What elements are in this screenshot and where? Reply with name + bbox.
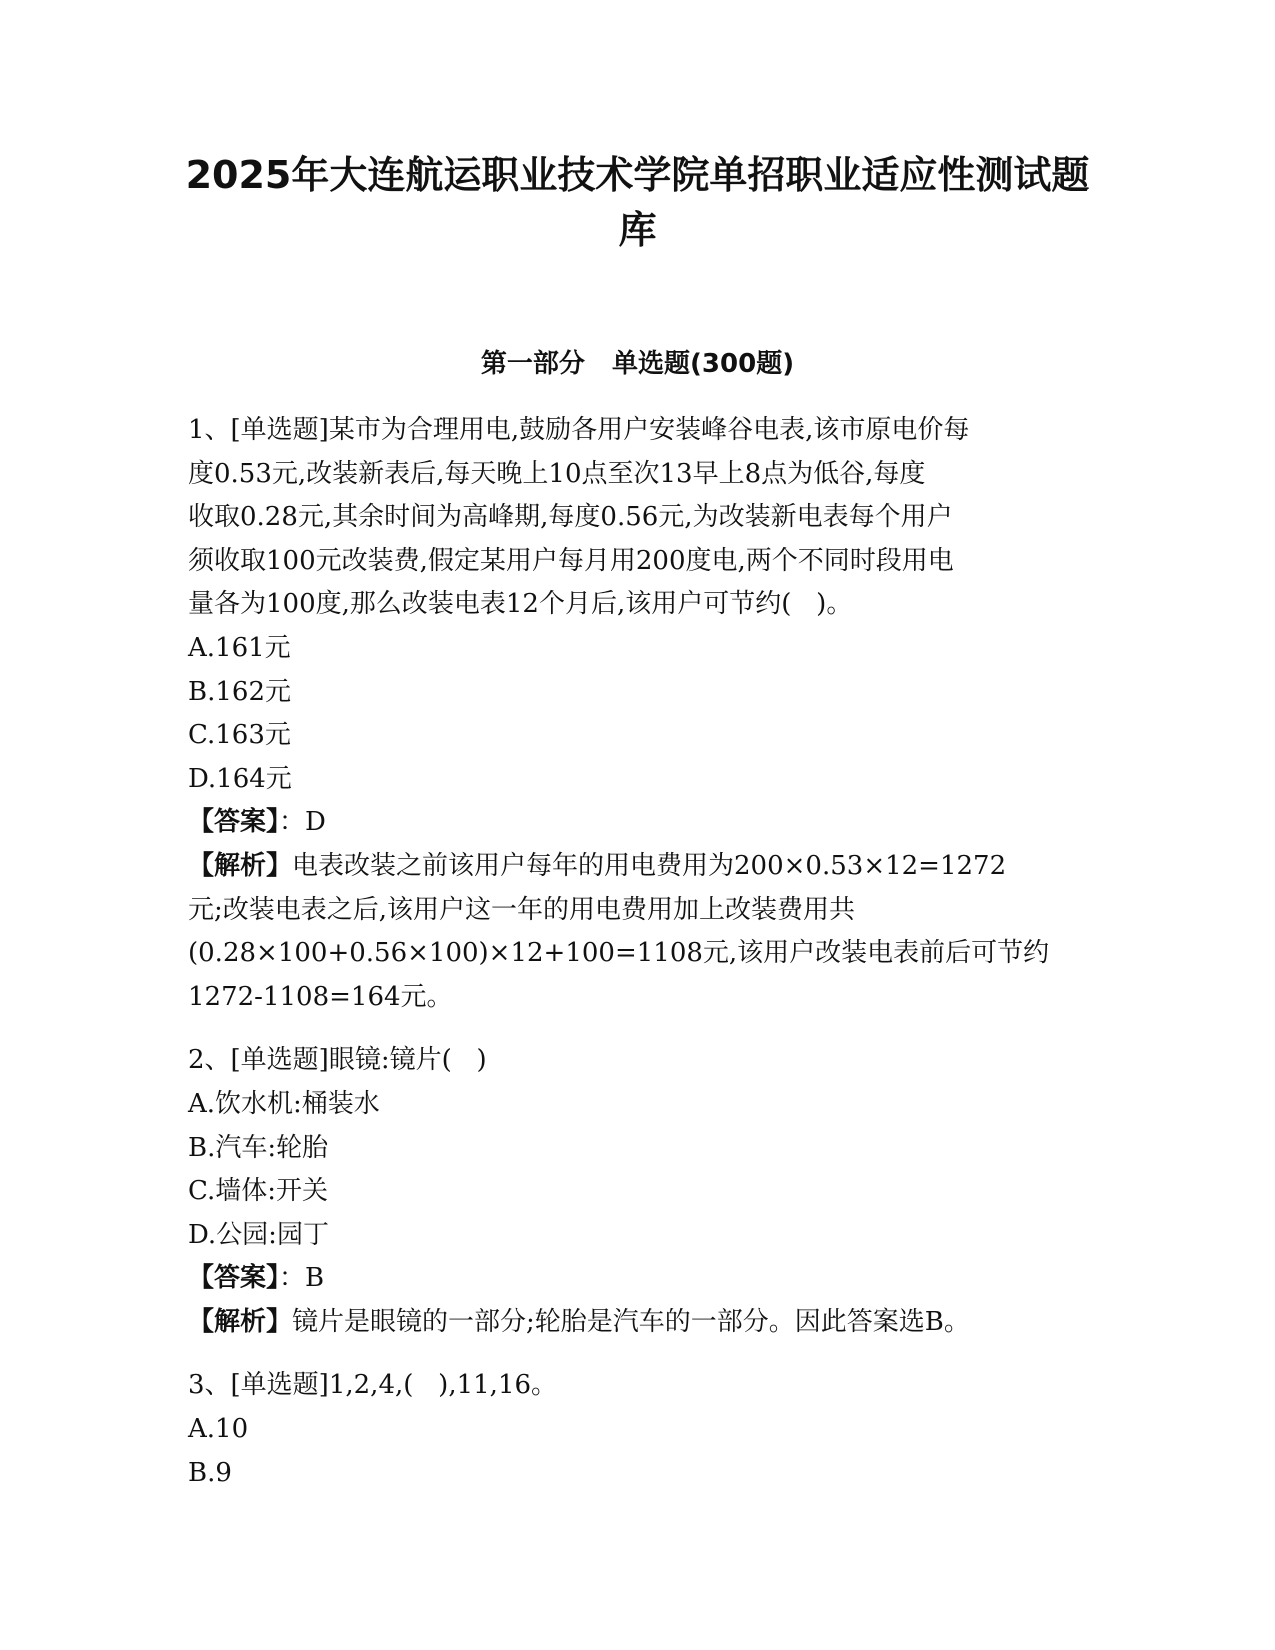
- question-1-stem-line-3: 收取0.28元,其余时间为高峰期,每度0.56元,为改装新电表每个用户: [188, 502, 953, 533]
- question-1-option-a: A.161元: [188, 632, 291, 663]
- question-1: [188, 409, 1088, 1019]
- question-1-stem-line-1: 1、[单选题]某市为合理用电,鼓励各用户安装峰谷电表,该市原电价每: [188, 415, 970, 445]
- question-1-option-b: B.162元: [188, 676, 291, 707]
- question-2-analysis: [188, 1301, 1088, 1345]
- analysis-text: 电表改装之前该用户每年的用电费用为200×0.53×12=1272: [292, 850, 1007, 881]
- question-1-stem-line-5: 量各为100度,那么改装电表12个月后,该用户可节约( )。: [188, 589, 853, 620]
- question-1-option-c: C.163元: [188, 720, 291, 751]
- document-title: [160, 148, 1115, 258]
- question-2-answer: [188, 1257, 1088, 1301]
- question-2: [188, 1039, 1088, 1344]
- question-1-stem-line-4: 须收取100元改装费,假定某用户每月用200度电,两个不同时段用电: [188, 545, 954, 576]
- question-1-answer: [188, 801, 1088, 845]
- analysis-label: 【解析】: [188, 1306, 293, 1337]
- question-1-analysis-line-2: 元;改装电表之后,该用户这一年的用电费用加上改装费用共: [188, 894, 856, 925]
- answer-label: 【答案】: [188, 1263, 280, 1294]
- title-line-1: 2025年大连航运职业技术学院单招职业适应性测试题: [185, 153, 1090, 197]
- question-1-analysis-line-3: (0.28×100+0.56×100)×12+100=1108元,该用户改装电表前后可节约: [188, 938, 1050, 969]
- question-3-option-a: A.10: [188, 1414, 249, 1445]
- question-2-option-a: A.饮水机:桶装水: [188, 1088, 380, 1119]
- question-3-stem: 3、[单选题]1,2,4,( ),11,16。: [188, 1370, 558, 1401]
- question-3-option-b: B.9: [188, 1457, 232, 1488]
- title-line-2: 库: [618, 208, 657, 252]
- question-1-stem-line-2: 度0.53元,改装新表后,每天晚上10点至次13早上8点为低谷,每度: [188, 458, 926, 489]
- question-1-analysis-line-1: [188, 845, 1088, 889]
- analysis-label: 【解析】: [188, 850, 293, 881]
- question-3: [188, 1364, 1088, 1495]
- question-2-stem: 2、[单选题]眼镜:镜片( ): [188, 1045, 487, 1076]
- question-1-analysis-line-4: 1272-1108=164元。: [188, 981, 453, 1012]
- question-list: [188, 409, 1088, 1495]
- analysis-text: 镜片是眼镜的一部分;轮胎是汽车的一部分。因此答案选B。: [292, 1306, 970, 1337]
- question-2-option-c: C.墙体:开关: [188, 1176, 328, 1207]
- answer-value: ：B: [279, 1263, 325, 1294]
- answer-label: 【答案】: [188, 807, 280, 838]
- question-2-option-d: D.公园:园丁: [188, 1219, 329, 1250]
- section-title: 第一部分 单选题(300题): [480, 349, 795, 379]
- question-1-option-d: D.164元: [188, 763, 292, 794]
- question-2-option-b: B.汽车:轮胎: [188, 1132, 329, 1163]
- answer-value: ：D: [279, 807, 326, 838]
